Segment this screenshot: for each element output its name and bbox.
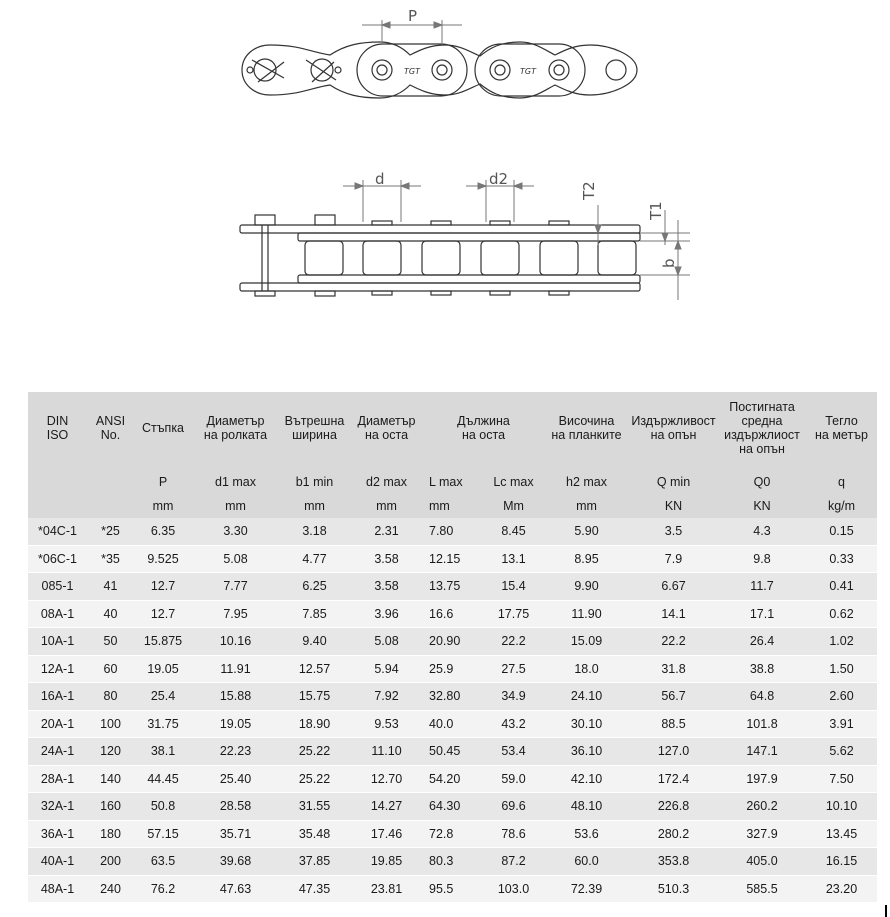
table-cell: 37.85 <box>279 848 350 876</box>
roller-hole-1 <box>372 60 392 80</box>
table-cell: 160 <box>87 793 134 821</box>
table-cell: 197.9 <box>718 765 806 793</box>
table-cell: 38.8 <box>718 655 806 683</box>
table-cell: 16.6 <box>423 600 483 628</box>
unit-cell <box>28 494 87 518</box>
table-cell: 9.40 <box>279 628 350 656</box>
table-row <box>28 793 877 821</box>
table-body <box>28 518 877 903</box>
pin-d-label: d <box>375 170 385 188</box>
roller-chain-technical-drawing <box>0 0 890 330</box>
table-cell: 9.8 <box>718 545 806 573</box>
table-row <box>28 765 877 793</box>
table-cell: 31.8 <box>629 655 718 683</box>
table-cell: 13.75 <box>423 573 483 601</box>
table-cell: 50 <box>87 628 134 656</box>
roller-hole-2 <box>432 60 452 80</box>
table-cell: 5.90 <box>544 518 629 545</box>
table-row <box>28 710 877 738</box>
table-cell: 53.4 <box>483 738 544 766</box>
table-cell: 9.90 <box>544 573 629 601</box>
table-cell: 54.20 <box>423 765 483 793</box>
table-row <box>28 848 877 876</box>
table-cell: 27.5 <box>483 655 544 683</box>
table-cell: 7.85 <box>279 600 350 628</box>
table-cell: 10.10 <box>806 793 877 821</box>
table-cell: 59.0 <box>483 765 544 793</box>
table-cell: 08A-1 <box>28 600 87 628</box>
symbol-cell: q <box>806 464 877 494</box>
table-cell: 22.2 <box>483 628 544 656</box>
table-cell: 31.55 <box>279 793 350 821</box>
b-label: b <box>660 258 678 268</box>
table-cell: 10.16 <box>192 628 279 656</box>
table-cell: 48A-1 <box>28 875 87 903</box>
unit-cell: KN <box>718 494 806 518</box>
table-cell: 24A-1 <box>28 738 87 766</box>
table-cell: 7.92 <box>350 683 423 711</box>
table-row <box>28 738 877 766</box>
table-cell: 4.3 <box>718 518 806 545</box>
unit-cell: Mm <box>483 494 544 518</box>
col-header-tensile-strength: Издържливост на опън <box>629 392 718 464</box>
table-cell: 80.3 <box>423 848 483 876</box>
col-header-din: DIN ISO <box>28 392 87 464</box>
table-row <box>28 545 877 573</box>
table-cell: 36.10 <box>544 738 629 766</box>
table-cell: 11.90 <box>544 600 629 628</box>
table-cell: 5.94 <box>350 655 423 683</box>
table-cell: 24.10 <box>544 683 629 711</box>
table-cell: 11.10 <box>350 738 423 766</box>
col-header-plate-height: Височина на планките <box>544 392 629 464</box>
table-cell: 147.1 <box>718 738 806 766</box>
pitch-label: P <box>408 7 418 25</box>
table-cell: 25.40 <box>192 765 279 793</box>
table-cell: 95.5 <box>423 875 483 903</box>
table-cell: 40 <box>87 600 134 628</box>
table-cell: 7.77 <box>192 573 279 601</box>
table-cell: 9.525 <box>134 545 192 573</box>
t2-label: T2 <box>580 181 598 200</box>
table-cell: 12.57 <box>279 655 350 683</box>
chain-top-outline <box>242 42 637 98</box>
table-cell: 34.9 <box>483 683 544 711</box>
table-cell: 0.15 <box>806 518 877 545</box>
table-row <box>28 573 877 601</box>
table-cell: 35.48 <box>279 820 350 848</box>
table-cell: 41 <box>87 573 134 601</box>
table-cell: 20.90 <box>423 628 483 656</box>
table-cell: 87.2 <box>483 848 544 876</box>
table-cell: 15.09 <box>544 628 629 656</box>
table-cell: 280.2 <box>629 820 718 848</box>
edge-mark <box>885 905 887 917</box>
table-cell: 20A-1 <box>28 710 87 738</box>
table-cell: *25 <box>87 518 134 545</box>
table-cell: 6.35 <box>134 518 192 545</box>
symbol-cell: Q0 <box>718 464 806 494</box>
table-cell: 180 <box>87 820 134 848</box>
table-cell: 260.2 <box>718 793 806 821</box>
col-header-pitch: Стъпка <box>134 392 192 464</box>
table-cell: 18.0 <box>544 655 629 683</box>
symbol-cell: Lc max <box>483 464 544 494</box>
table-cell: 28.58 <box>192 793 279 821</box>
table-cell: 31.75 <box>134 710 192 738</box>
table-cell: 14.27 <box>350 793 423 821</box>
table-cell: 3.5 <box>629 518 718 545</box>
table-cell: 240 <box>87 875 134 903</box>
table-cell: 10A-1 <box>28 628 87 656</box>
table-cell: *06C-1 <box>28 545 87 573</box>
col-header-pin-diameter: Диаметър на оста <box>350 392 423 464</box>
table-cell: 19.05 <box>134 655 192 683</box>
logo-text-2: TGT <box>520 67 536 76</box>
table-cell: 25.4 <box>134 683 192 711</box>
table-cell: 88.5 <box>629 710 718 738</box>
col-header-avg-tensile-strength: Постигната средна издържлиост на опън <box>718 392 806 464</box>
table-cell: 38.1 <box>134 738 192 766</box>
table-cell: 47.63 <box>192 875 279 903</box>
table-cell: 100 <box>87 710 134 738</box>
table-cell: 8.95 <box>544 545 629 573</box>
table-cell: 101.8 <box>718 710 806 738</box>
table-cell: 3.30 <box>192 518 279 545</box>
table-cell: 12A-1 <box>28 655 87 683</box>
table-cell: 15.875 <box>134 628 192 656</box>
table-cell: 25.22 <box>279 765 350 793</box>
col-header-weight: Тегло на метър <box>806 392 877 464</box>
table-cell: 22.2 <box>629 628 718 656</box>
table-cell: 40A-1 <box>28 848 87 876</box>
table-unit-row <box>28 494 877 518</box>
roller-4 <box>481 241 519 275</box>
table-cell: 510.3 <box>629 875 718 903</box>
table-cell: 26.4 <box>718 628 806 656</box>
table-row <box>28 600 877 628</box>
roller-6 <box>598 241 636 275</box>
table-cell: 48.10 <box>544 793 629 821</box>
table-cell: 226.8 <box>629 793 718 821</box>
symbol-cell: Q min <box>629 464 718 494</box>
roller-1 <box>305 241 343 275</box>
table-cell: 7.80 <box>423 518 483 545</box>
unit-cell: mm <box>134 494 192 518</box>
table-cell: 3.96 <box>350 600 423 628</box>
table-cell: 15.4 <box>483 573 544 601</box>
table-cell: 39.68 <box>192 848 279 876</box>
table-cell: 3.58 <box>350 545 423 573</box>
table-cell: 16A-1 <box>28 683 87 711</box>
table-cell: 69.6 <box>483 793 544 821</box>
roller-5 <box>540 241 578 275</box>
symbol-cell: d2 max <box>350 464 423 494</box>
table-row <box>28 875 877 903</box>
table-cell: 64.8 <box>718 683 806 711</box>
table-row <box>28 518 877 545</box>
roller-3 <box>422 241 460 275</box>
table-cell: 72.39 <box>544 875 629 903</box>
table-cell: 50.45 <box>423 738 483 766</box>
table-cell: 80 <box>87 683 134 711</box>
table-cell: 103.0 <box>483 875 544 903</box>
table-cell: 11.91 <box>192 655 279 683</box>
table-cell: 7.95 <box>192 600 279 628</box>
table-cell: 7.9 <box>629 545 718 573</box>
table-cell: 14.1 <box>629 600 718 628</box>
table-cell: 140 <box>87 765 134 793</box>
table-cell: 8.45 <box>483 518 544 545</box>
symbol-cell: L max <box>423 464 483 494</box>
col-header-ansi: ANSI No. <box>87 392 134 464</box>
table-cell: 17.1 <box>718 600 806 628</box>
table-cell: 22.23 <box>192 738 279 766</box>
roller-2 <box>363 241 401 275</box>
table-cell: 405.0 <box>718 848 806 876</box>
table-cell: 17.46 <box>350 820 423 848</box>
table-cell: 2.60 <box>806 683 877 711</box>
table-cell: 15.88 <box>192 683 279 711</box>
table-cell: 12.15 <box>423 545 483 573</box>
unit-cell: mm <box>423 494 483 518</box>
table-cell: 11.7 <box>718 573 806 601</box>
table-cell: 30.10 <box>544 710 629 738</box>
table-cell: 63.5 <box>134 848 192 876</box>
table-header-row <box>28 392 877 464</box>
table-cell: 3.18 <box>279 518 350 545</box>
table-cell: 50.8 <box>134 793 192 821</box>
table-cell: 585.5 <box>718 875 806 903</box>
table-cell: 12.7 <box>134 573 192 601</box>
symbol-cell: b1 min <box>279 464 350 494</box>
table-cell: 6.25 <box>279 573 350 601</box>
table-cell: 5.08 <box>192 545 279 573</box>
chain-spec-table <box>28 392 877 903</box>
table-cell: 28A-1 <box>28 765 87 793</box>
table-cell: 19.85 <box>350 848 423 876</box>
table-cell: 17.75 <box>483 600 544 628</box>
table-row <box>28 683 877 711</box>
table-cell: 25.9 <box>423 655 483 683</box>
table-cell: 0.62 <box>806 600 877 628</box>
table-cell: 56.7 <box>629 683 718 711</box>
t1-label: T1 <box>647 201 665 220</box>
table-cell: 085-1 <box>28 573 87 601</box>
table-cell: 16.15 <box>806 848 877 876</box>
table-cell: 60 <box>87 655 134 683</box>
table-cell: 1.50 <box>806 655 877 683</box>
table-cell: 44.45 <box>134 765 192 793</box>
table-row <box>28 628 877 656</box>
table-cell: 1.02 <box>806 628 877 656</box>
table-cell: 60.0 <box>544 848 629 876</box>
table-cell: 12.70 <box>350 765 423 793</box>
table-cell: 40.0 <box>423 710 483 738</box>
table-cell: 13.1 <box>483 545 544 573</box>
table-cell: 42.10 <box>544 765 629 793</box>
table-cell: 78.6 <box>483 820 544 848</box>
table-cell: 120 <box>87 738 134 766</box>
table-cell: 13.45 <box>806 820 877 848</box>
table-cell: 18.90 <box>279 710 350 738</box>
symbol-cell: h2 max <box>544 464 629 494</box>
table-cell: 4.77 <box>279 545 350 573</box>
table-cell: 172.4 <box>629 765 718 793</box>
col-header-pin-length: Дължина на оста <box>423 392 544 464</box>
table-cell: 19.05 <box>192 710 279 738</box>
table-row <box>28 655 877 683</box>
symbol-cell <box>28 464 87 494</box>
unit-cell: mm <box>350 494 423 518</box>
table-row <box>28 820 877 848</box>
table-cell: 32.80 <box>423 683 483 711</box>
unit-cell: mm <box>544 494 629 518</box>
symbol-cell: P <box>134 464 192 494</box>
table-cell: 127.0 <box>629 738 718 766</box>
table-cell: 35.71 <box>192 820 279 848</box>
table-cell: 3.91 <box>806 710 877 738</box>
end-hole <box>606 60 626 80</box>
table-cell: 23.20 <box>806 875 877 903</box>
table-cell: 36A-1 <box>28 820 87 848</box>
table-cell: *35 <box>87 545 134 573</box>
table-cell: *04C-1 <box>28 518 87 545</box>
table-cell: 6.67 <box>629 573 718 601</box>
unit-cell: KN <box>629 494 718 518</box>
table-cell: 0.33 <box>806 545 877 573</box>
table-cell: 200 <box>87 848 134 876</box>
table-cell: 9.53 <box>350 710 423 738</box>
table-cell: 15.75 <box>279 683 350 711</box>
table-cell: 2.31 <box>350 518 423 545</box>
chain-drawing <box>0 0 890 330</box>
col-header-inner-width: Вътрешна ширина <box>279 392 350 464</box>
table-cell: 32A-1 <box>28 793 87 821</box>
roller-hole-4 <box>549 60 569 80</box>
table-cell: 47.35 <box>279 875 350 903</box>
outer-plate-bottom <box>240 283 640 291</box>
table-cell: 76.2 <box>134 875 192 903</box>
table-cell: 3.58 <box>350 573 423 601</box>
table-cell: 72.8 <box>423 820 483 848</box>
outer-plate-top <box>240 225 640 233</box>
unit-cell: kg/m <box>806 494 877 518</box>
pin-d2-label: d2 <box>489 170 509 188</box>
table-cell: 57.15 <box>134 820 192 848</box>
table-cell: 12.7 <box>134 600 192 628</box>
table-cell: 353.8 <box>629 848 718 876</box>
table-cell: 25.22 <box>279 738 350 766</box>
table-cell: 7.50 <box>806 765 877 793</box>
table-cell: 5.62 <box>806 738 877 766</box>
table-cell: 23.81 <box>350 875 423 903</box>
unit-cell: mm <box>192 494 279 518</box>
table-cell: 53.6 <box>544 820 629 848</box>
unit-cell: mm <box>279 494 350 518</box>
table-symbol-row <box>28 464 877 494</box>
table-cell: 5.08 <box>350 628 423 656</box>
symbol-cell: d1 max <box>192 464 279 494</box>
col-header-roller-diameter: Диаметър на ролката <box>192 392 279 464</box>
roller-hole-3 <box>490 60 510 80</box>
table-cell: 64.30 <box>423 793 483 821</box>
table-cell: 43.2 <box>483 710 544 738</box>
symbol-cell <box>87 464 134 494</box>
logo-text-1: TGT <box>404 67 420 76</box>
table-cell: 327.9 <box>718 820 806 848</box>
unit-cell <box>87 494 134 518</box>
table-cell: 0.41 <box>806 573 877 601</box>
